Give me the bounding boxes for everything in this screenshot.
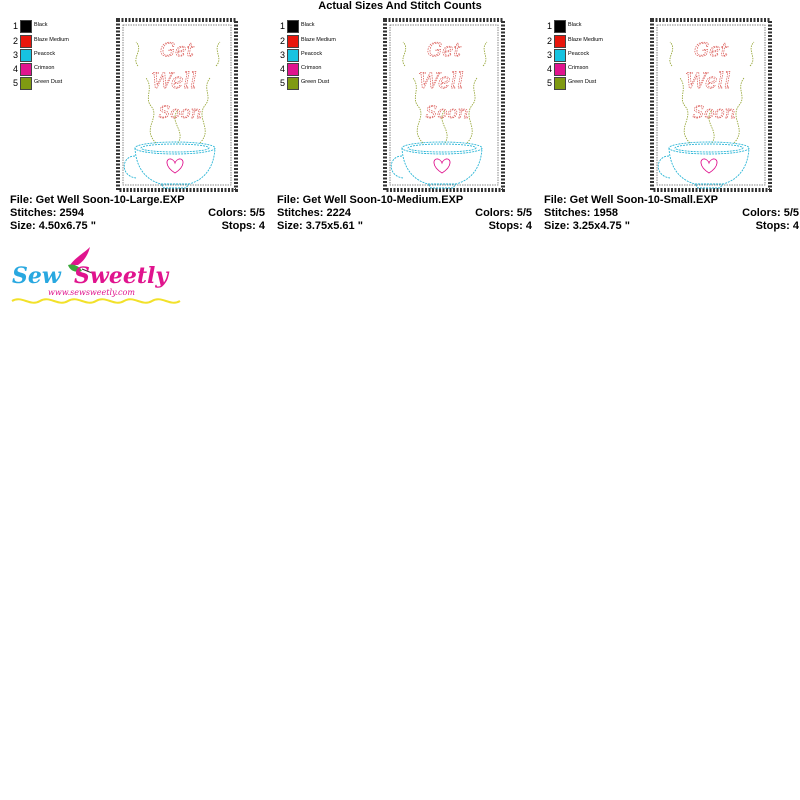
legend-color-name: Green Dust [34, 79, 63, 85]
file-name: File: Get Well Soon-10-Medium.EXP [277, 194, 464, 206]
color-swatch [287, 63, 299, 76]
artwork-text-get: Get [159, 39, 195, 61]
color-swatch [20, 77, 32, 90]
color-swatch [554, 35, 566, 48]
color-swatch [20, 49, 32, 62]
color-swatch [20, 35, 32, 48]
color-swatch [287, 49, 299, 62]
legend-number: 2 [546, 36, 552, 46]
embroidery-design-preview [650, 18, 772, 192]
stop-count: Stops: 4 [755, 220, 799, 232]
legend-color-name: Crimson [34, 65, 55, 71]
legend-number: 3 [546, 50, 552, 60]
stitch-count: Stitches: 1958 [544, 207, 618, 219]
embroidery-design-preview [383, 18, 505, 192]
legend-color-name: Green Dust [301, 79, 330, 85]
legend-item [277, 63, 387, 76]
teacup-outline [658, 142, 749, 188]
teacup-outline [391, 142, 482, 188]
embroidery-design-preview [116, 18, 238, 192]
teacup-outline [124, 142, 215, 188]
legend-color-name: Crimson [301, 65, 322, 71]
legend-number: 1 [279, 21, 285, 31]
design-info [10, 194, 265, 233]
color-count: Colors: 5/5 [475, 207, 532, 219]
legend-item [277, 49, 387, 62]
legend-number: 2 [12, 36, 18, 46]
legend-item [544, 77, 654, 90]
legend-item [10, 49, 120, 62]
page-title: Actual Sizes And Stitch Counts [318, 0, 482, 12]
legend-item [10, 35, 120, 48]
artwork-text-get: Get [426, 39, 462, 61]
legend-number: 4 [12, 64, 18, 74]
legend-item [277, 35, 387, 48]
color-swatch [287, 35, 299, 48]
legend-number: 3 [279, 50, 285, 60]
legend-color-name: Blaze Medium [34, 37, 69, 43]
artwork-text-well: Well [418, 69, 464, 93]
heart-icon [434, 159, 450, 173]
logo-brand-sweetly: Sweetly [74, 263, 169, 289]
file-name: File: Get Well Soon-10-Large.EXP [10, 194, 185, 206]
legend-item [544, 35, 654, 48]
design-panel-large [10, 18, 265, 234]
legend-number: 5 [279, 78, 285, 88]
decorative-wave [12, 299, 180, 302]
design-panel-medium [277, 18, 532, 234]
legend-color-name: Black [301, 22, 315, 28]
stitch-count: Stitches: 2224 [277, 207, 351, 219]
legend-item [544, 63, 654, 76]
legend-color-name: Peacock [568, 51, 590, 57]
color-swatch [554, 63, 566, 76]
legend-color-name: Peacock [301, 51, 323, 57]
design-panel-small [544, 18, 799, 234]
color-swatch [287, 77, 299, 90]
design-size: Size: 4.50x6.75 " [10, 220, 96, 232]
heart-icon [701, 159, 717, 173]
artwork-text-well: Well [685, 69, 731, 93]
legend-item [544, 20, 654, 33]
legend-item [10, 77, 120, 90]
color-swatch [554, 49, 566, 62]
legend-color-name: Blaze Medium [301, 37, 336, 43]
color-swatch [554, 77, 566, 90]
legend-number: 5 [12, 78, 18, 88]
artwork-text-well: Well [151, 69, 197, 93]
legend-number: 5 [546, 78, 552, 88]
color-swatch [554, 20, 566, 33]
artwork-text-soon: Soon [425, 103, 469, 123]
file-name: File: Get Well Soon-10-Small.EXP [544, 194, 719, 206]
design-info [277, 194, 532, 233]
logo-url: www.sewsweetly.com [48, 288, 135, 297]
sew-sweetly-logo [10, 243, 182, 309]
legend-color-name: Black [34, 22, 48, 28]
design-info [544, 194, 799, 233]
legend-number: 3 [12, 50, 18, 60]
legend-number: 1 [12, 21, 18, 31]
stitch-count: Stitches: 2594 [10, 207, 84, 219]
stop-count: Stops: 4 [221, 220, 265, 232]
color-swatch [287, 20, 299, 33]
color-swatch [20, 20, 32, 33]
legend-item [10, 63, 120, 76]
artwork-text-soon: Soon [692, 103, 736, 123]
legend-number: 4 [546, 64, 552, 74]
color-swatch [20, 63, 32, 76]
artwork-text-get: Get [693, 39, 729, 61]
legend-number: 4 [279, 64, 285, 74]
legend-number: 2 [279, 36, 285, 46]
legend-color-name: Black [568, 22, 582, 28]
legend-item [277, 20, 387, 33]
artwork-text-soon: Soon [158, 103, 202, 123]
color-count: Colors: 5/5 [208, 207, 265, 219]
legend-color-name: Peacock [34, 51, 56, 57]
stop-count: Stops: 4 [488, 220, 532, 232]
design-size: Size: 3.75x5.61 " [277, 220, 363, 232]
legend-color-name: Blaze Medium [568, 37, 603, 43]
design-size: Size: 3.25x4.75 " [544, 220, 630, 232]
heart-icon [167, 159, 183, 173]
legend-color-name: Green Dust [568, 79, 597, 85]
legend-item [544, 49, 654, 62]
legend-color-name: Crimson [568, 65, 589, 71]
legend-item [10, 20, 120, 33]
color-count: Colors: 5/5 [742, 207, 799, 219]
legend-item [277, 77, 387, 90]
legend-number: 1 [546, 21, 552, 31]
logo-brand-sew: Sew [12, 263, 61, 289]
